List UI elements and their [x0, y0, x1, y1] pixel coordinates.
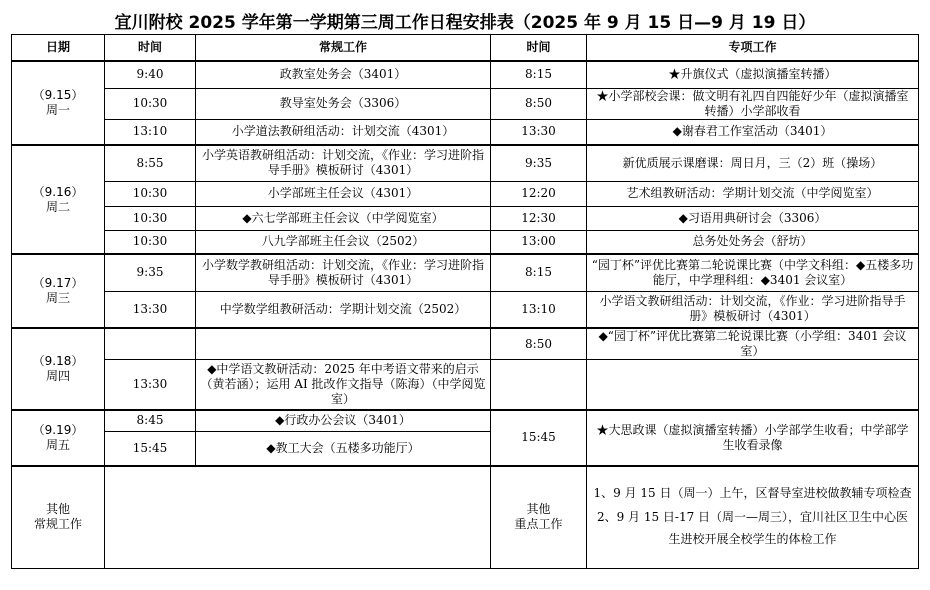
- other-routine-label-line1: 其他: [45, 502, 70, 517]
- other-key-label-line2: 重点工作: [514, 517, 563, 532]
- routine-time: 10:30: [105, 88, 196, 119]
- special-time: 8:15: [491, 61, 587, 88]
- table-row: [12, 206, 919, 230]
- special-item: [587, 360, 919, 410]
- day-date: （9.19）: [32, 422, 84, 437]
- special-time: 13:10: [491, 291, 587, 328]
- special-item: ◆“园丁杯”评优比赛第二轮说课比赛（小学组：3401 会议室）: [587, 328, 919, 360]
- routine-item: ◆教工大会（五楼多功能厅）: [196, 432, 491, 466]
- other-key-label: [491, 466, 587, 569]
- table-row: [12, 254, 919, 291]
- routine-time: 10:30: [105, 181, 196, 206]
- special-time: 12:20: [491, 181, 587, 206]
- other-routine-label-line2: 常规工作: [33, 517, 82, 532]
- special-time: [491, 360, 587, 410]
- special-item: 总务处处务会（舒坊）: [587, 230, 919, 254]
- other-routine-label: [12, 466, 105, 569]
- day-weekday: 周四: [45, 368, 70, 383]
- day-date: （9.16）: [32, 184, 84, 199]
- day-cell-thursday: [12, 328, 105, 410]
- routine-time: 9:40: [105, 61, 196, 88]
- table-row: [12, 61, 919, 88]
- header-time-routine: 时间: [105, 35, 196, 62]
- routine-time: 15:45: [105, 432, 196, 466]
- routine-item: 八九学部班主任会议（2502）: [196, 230, 491, 254]
- day-cell-monday: [12, 61, 105, 145]
- routine-item: 小学部班主任会议（4301）: [196, 181, 491, 206]
- day-date: （9.18）: [32, 353, 84, 368]
- page-title: 宜川附校 2025 学年第一学期第三周工作日程安排表（2025 年 9 月 15 日—9 月 19 日）: [114, 13, 816, 33]
- day-date: （9.17）: [32, 276, 84, 290]
- header-special-work: 专项工作: [587, 35, 919, 62]
- special-time: 13:30: [491, 119, 587, 145]
- header-date: 日期: [12, 35, 105, 62]
- special-item: ★升旗仪式（虚拟演播室转播）: [587, 61, 919, 88]
- special-time: 8:15: [491, 254, 587, 291]
- special-time: 8:50: [491, 88, 587, 119]
- routine-item: [196, 328, 491, 360]
- day-cell-tuesday: [12, 145, 105, 254]
- special-time: 13:00: [491, 230, 587, 254]
- routine-time: 13:30: [105, 291, 196, 328]
- special-item: ◆习语用典研讨会（3306）: [587, 206, 919, 230]
- day-cell-friday: [12, 410, 105, 466]
- header-routine-work: 常规工作: [196, 35, 491, 62]
- routine-time: 8:45: [105, 410, 196, 432]
- routine-time: 10:30: [105, 206, 196, 230]
- day-date: （9.15）: [32, 88, 84, 102]
- other-row: [12, 466, 919, 569]
- special-time: 9:35: [491, 145, 587, 181]
- routine-item: 小学道法教研组活动：计划交流（4301）: [196, 119, 491, 145]
- header-time-special: 时间: [491, 35, 587, 62]
- special-item: ★大思政课（虚拟演播室转播）小学部学生收看；中学部学生收看录像: [587, 410, 919, 466]
- table-row: [12, 328, 919, 360]
- routine-time: 8:55: [105, 145, 196, 181]
- routine-time: 10:30: [105, 230, 196, 254]
- special-item: ★小学部校会课：做文明有礼四自四能好少年（虚拟演播室转播）小学部收看: [587, 88, 919, 119]
- note-item: 1、9 月 15 日（周一）上午，区督导室进校做教辅专项检查: [593, 486, 912, 501]
- routine-item: 中学数学组教研活动：学期计划交流（2502）: [196, 291, 491, 328]
- table-row: [12, 230, 919, 254]
- day-cell-wednesday: [12, 254, 105, 328]
- routine-item: ◆六七学部班主任会议（中学阅览室）: [196, 206, 491, 230]
- routine-time: 9:35: [105, 254, 196, 291]
- special-item: “园丁杯”评优比赛第二轮说课比赛（中学文科组：◆五楼多功能厅，中学理科组：◆3401 会议室）: [587, 254, 919, 291]
- routine-time: 13:30: [105, 360, 196, 410]
- routine-item: ◆中学语文教研活动：2025 年中考语文带来的启示（黄若涵）；运用 AI 批改作文指导（陈海）（中学阅览室）: [196, 360, 491, 410]
- other-routine-content: [105, 466, 491, 569]
- note-item: 2、9 月 15 日-17 日（周一—周三），宜川社区卫生中心医生进校开展全校学生的体检工作: [596, 510, 909, 547]
- routine-time: [105, 328, 196, 360]
- routine-item: 小学数学教研组活动：计划交流，《作业：学习进阶指导手册》模板研讨（4301）: [196, 254, 491, 291]
- routine-item: 小学英语教研组活动：计划交流，《作业：学习进阶指导手册》模板研讨（4301）: [196, 145, 491, 181]
- table-row: [12, 145, 919, 181]
- day-weekday: 周三: [45, 291, 70, 305]
- schedule-table: [11, 34, 919, 569]
- table-row: [12, 291, 919, 328]
- table-row: [12, 181, 919, 206]
- routine-item: 教导室处务会（3306）: [196, 88, 491, 119]
- special-time: 15:45: [491, 410, 587, 466]
- header-row: [12, 35, 919, 62]
- routine-item: ◆行政办公会议（3401）: [196, 410, 491, 432]
- special-time: 12:30: [491, 206, 587, 230]
- day-weekday: 周二: [45, 199, 70, 214]
- special-time: 8:50: [491, 328, 587, 360]
- table-row: [12, 119, 919, 145]
- special-item: 新优质展示课磨课：周日月，三（2）班（操场）: [587, 145, 919, 181]
- routine-item: 政教室处务会（3401）: [196, 61, 491, 88]
- other-key-label-line1: 其他: [526, 502, 551, 517]
- special-item: 小学语文教研组活动：计划交流，《作业：学习进阶指导手册》模板研讨（4301）: [587, 291, 919, 328]
- table-row: [12, 410, 919, 432]
- table-row: [12, 88, 919, 119]
- special-item: ◆谢春君工作室活动（3401）: [587, 119, 919, 145]
- table-row: [12, 360, 919, 410]
- routine-time: 13:10: [105, 119, 196, 145]
- other-key-notes: [587, 466, 919, 569]
- special-item: 艺术组教研活动：学期计划交流（中学阅览室）: [587, 181, 919, 206]
- day-weekday: 周五: [45, 437, 70, 452]
- day-weekday: 周一: [45, 103, 70, 117]
